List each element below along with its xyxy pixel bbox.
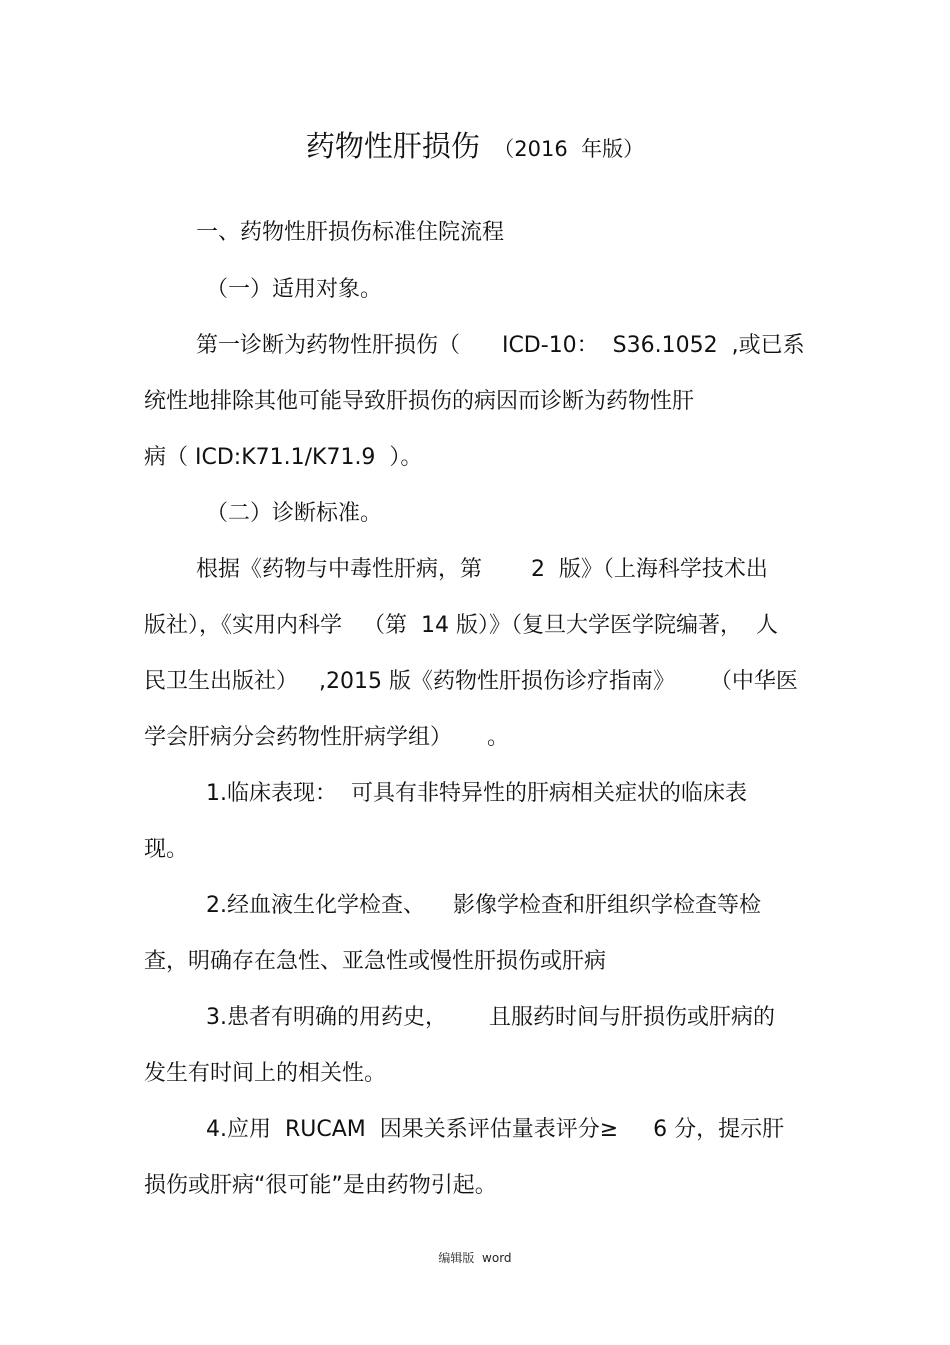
title-year: （2016 年版） (479, 137, 645, 161)
list-item: 2.经血液生化学检查、 影像学检查和肝组织学检查等检 (206, 893, 761, 918)
subsection-heading: （一）适用对象。 (206, 277, 383, 302)
list-item: 3.患者有明确的用药史， 且服药时间与肝损伤或肝病的 (206, 1005, 775, 1030)
paragraph-line: 病（ ICD:K71.1/K71.9 ）。 (144, 445, 423, 470)
list-item-continuation: 查，明确存在急性、亚急性或慢性肝损伤或肝病 (144, 949, 607, 974)
paragraph-line: 统性地排除其他可能导致肝损伤的病因而诊断为药物性肝 (144, 389, 695, 414)
title-main: 药物性肝损伤 (305, 129, 480, 163)
document-title (0, 124, 950, 165)
list-item-continuation: 发生有时间上的相关性。 (144, 1061, 387, 1086)
paragraph-line: 根据《药物与中毒性肝病，第 2 版》（上海科学技术出 (196, 557, 768, 582)
list-item-continuation: 现。 (144, 837, 189, 862)
paragraph-line: 学会肝病分会药物性肝病学组） 。 (144, 725, 509, 750)
paragraph-line: 版社），《实用内科学 （第 14 版）》（复旦大学医学院编著， 人 (144, 613, 778, 638)
list-item: 1.临床表现： 可具有非特异性的肝病相关症状的临床表 (206, 781, 747, 806)
list-item-continuation: 损伤或肝病“很可能”是由药物引起。 (144, 1173, 497, 1198)
subsection-heading: （二）诊断标准。 (206, 501, 383, 526)
page-footer: 编辑版 word (438, 1251, 512, 1265)
paragraph-line: 民卫生出版社） ,2015 版《药物性肝损伤诊疗指南》 （中华医 (144, 669, 798, 694)
paragraph-line: 第一诊断为药物性肝损伤（ ICD-10： S36.1052 ,或已系 (196, 333, 805, 358)
list-item: 4.应用 RUCAM 因果关系评估量表评分≥ 6 分，提示肝 (206, 1117, 785, 1142)
section-heading: 一、药物性肝损伤标准住院流程 (196, 220, 505, 245)
